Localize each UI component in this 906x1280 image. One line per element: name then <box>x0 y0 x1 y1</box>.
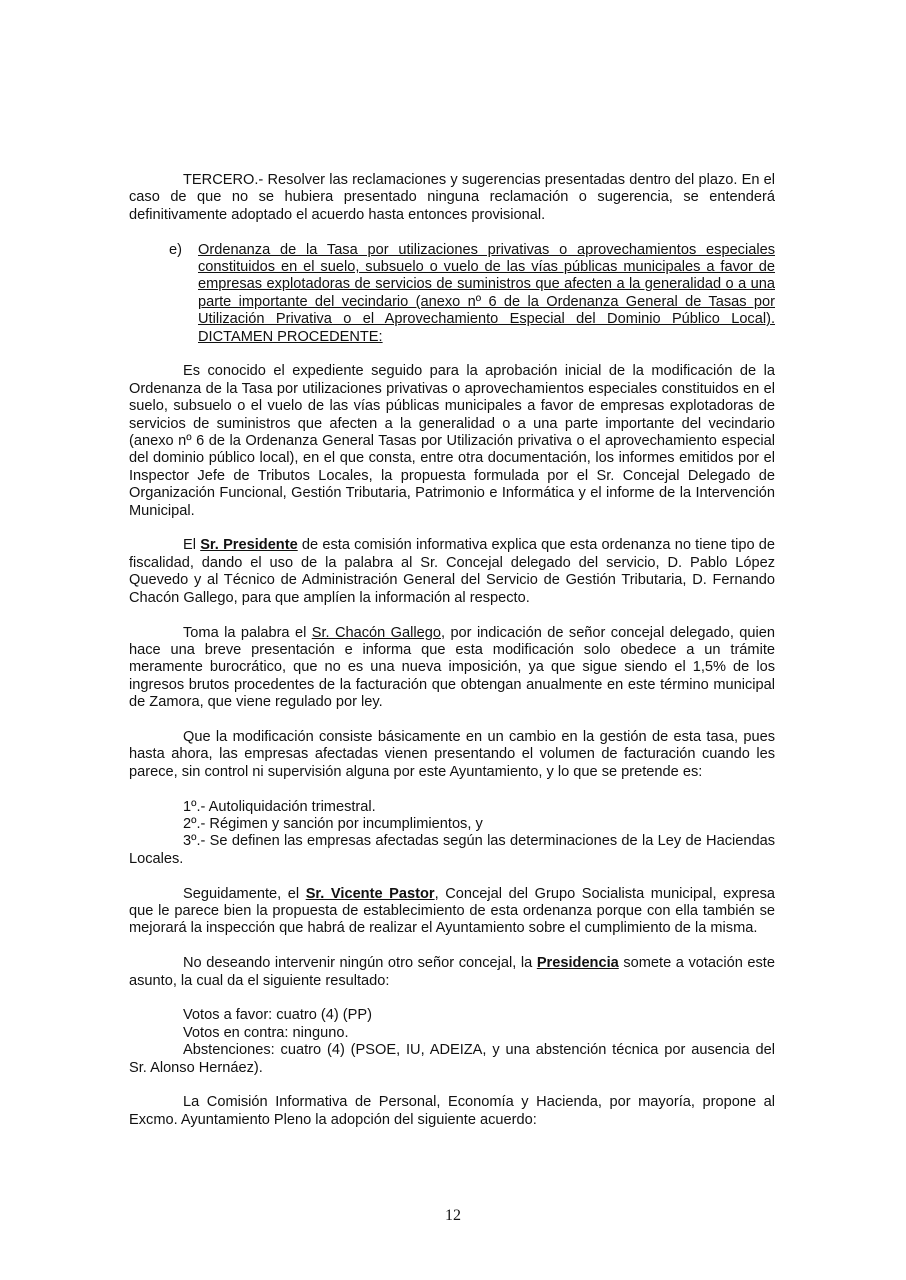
vote-favor: Votos a favor: cuatro (4) (PP) <box>183 1007 372 1024</box>
document-body <box>129 172 775 1129</box>
text-segment: Seguidamente, el <box>183 885 306 902</box>
text-segment: , Concejal del Grupo Socialista municipal, expresa que le parece bien la propuesta de establecimiento de esta ordenanza porque con ella también se mejorará la inspección que habrá de realizar el Ayuntamiento sobre el cumplimiento de la misma. <box>129 885 775 937</box>
speaker-name: Presidencia <box>536 955 619 972</box>
text-segment: El <box>183 537 201 554</box>
item-heading: Ordenanza de la Tasa por utilizaciones privativas o aprovechamientos especiales constituidos en el suelo, subsuelo o vuelo de las vías públicas municipales a favor de empresas explotadoras de servicios de suministros que afecten a la generalidad o a una parte importante del vecindario (anexo nº 6 de la Ordenanza General de Tasas por Utilización Privativa o el Aprovechamiento Especial del Dominio Público Local). DICTAMEN PROCEDENTE: <box>198 241 775 345</box>
point-3: 3º.- Se definen las empresas afectadas según las determinaciones de la Ley de Haciendas Locales. <box>129 833 775 867</box>
paragraph-vicente <box>129 886 775 938</box>
speaker-name: Sr. Presidente <box>200 537 298 554</box>
point-1: 1º.- Autoliquidación trimestral. <box>183 798 376 815</box>
paragraph-conocido: Es conocido el expediente seguido para la aprobación inicial de la modificación de la Ordenanza de la Tasa por utilizaciones privativas o aprovechamientos especiales constituidos en el suelo, subsuelo o el vuelo de las vías públicas municipales a favor de empresas explotadoras de servicios de suministros que afecten a la generalidad o a una parte importante del vecindario (anexo nº 6 de la Ordenanza General Tasas por Utilización privativa o el aprovechamiento especial del dominio público local), en el que consta, entre otra documentación, los informes emitidos por el Inspector Jefe de Tributos Locales, la propuesta formulada por el Sr. Concejal Delegado de Organización Funcional, Gestión Tributaria, Patrimonio e Informática y el informe de la Intervención Municipal. <box>129 363 775 519</box>
paragraph-chacon <box>129 625 775 712</box>
paragraph-modificacion: Que la modificación consiste básicamente en un cambio en la gestión de esta tasa, pues hasta ahora, las empresas afectadas vienen presentando el volumen de facturación cuando les parece, sin control ni supervisión alguna por este Ayuntamiento, y lo que se pretende es: <box>129 728 775 780</box>
speaker-name: Sr. Vicente Pastor <box>305 885 435 902</box>
paragraph-tercero: TERCERO.- Resolver las reclamaciones y sugerencias presentadas dentro del plazo. En el caso de que no se hubiera presentado ninguna reclamación o sugerencia, se entenderá definitivamente adoptado el acuerdo hasta entonces provisional. <box>129 172 775 223</box>
vote-contra: Votos en contra: ninguno. <box>183 1024 349 1041</box>
text-segment: No deseando intervenir ningún otro señor concejal, la <box>183 955 537 972</box>
page-number: 12 <box>445 1207 461 1224</box>
speaker-name: Sr. Chacón Gallego <box>311 624 441 641</box>
text-segment: , por indicación de señor concejal delegado, quien hace una breve presentación e informa que esta modificación solo obedece a un trámite meramente burocrático, que no es una nueva imposición, ya que sigue siendo el 1,5% de los ingresos brutos procedentes de la facturación que obtengan anualmente en este término municipal de Zamora, que viene regulado por ley. <box>129 624 775 711</box>
text-segment: Toma la palabra el <box>183 624 312 641</box>
paragraph-comision: La Comisión Informativa de Personal, Economía y Hacienda, por mayoría, propone al Excmo. Ayuntamiento Pleno la adopción del siguiente acuerdo: <box>129 1094 775 1128</box>
text-segment: somete a votación este asunto, la cual da el siguiente resultado: <box>129 955 775 989</box>
point-2: 2º.- Régimen y sanción por incumplimientos, y <box>183 815 483 832</box>
list-marker: e) <box>169 241 182 258</box>
paragraph-presidente <box>129 537 775 607</box>
vote-abstenciones: Abstenciones: cuatro (4) (PSOE, IU, ADEIZA, y una abstención técnica por ausencia del Sr. Alonso Hernáez). <box>129 1042 775 1076</box>
list-item-e <box>129 242 775 346</box>
text-segment: de esta comisión informativa explica que esta ordenanza no tiene tipo de fiscalidad, dando el uso de la palabra al Sr. Concejal delegado del servicio, D. Pablo López Quevedo y al Técnico de Administración General del Servicio de Gestión Tributaria, D. Fernando Chacón Gallego, para que amplíen la información al respecto. <box>129 537 776 606</box>
paragraph-presidencia <box>129 955 775 990</box>
